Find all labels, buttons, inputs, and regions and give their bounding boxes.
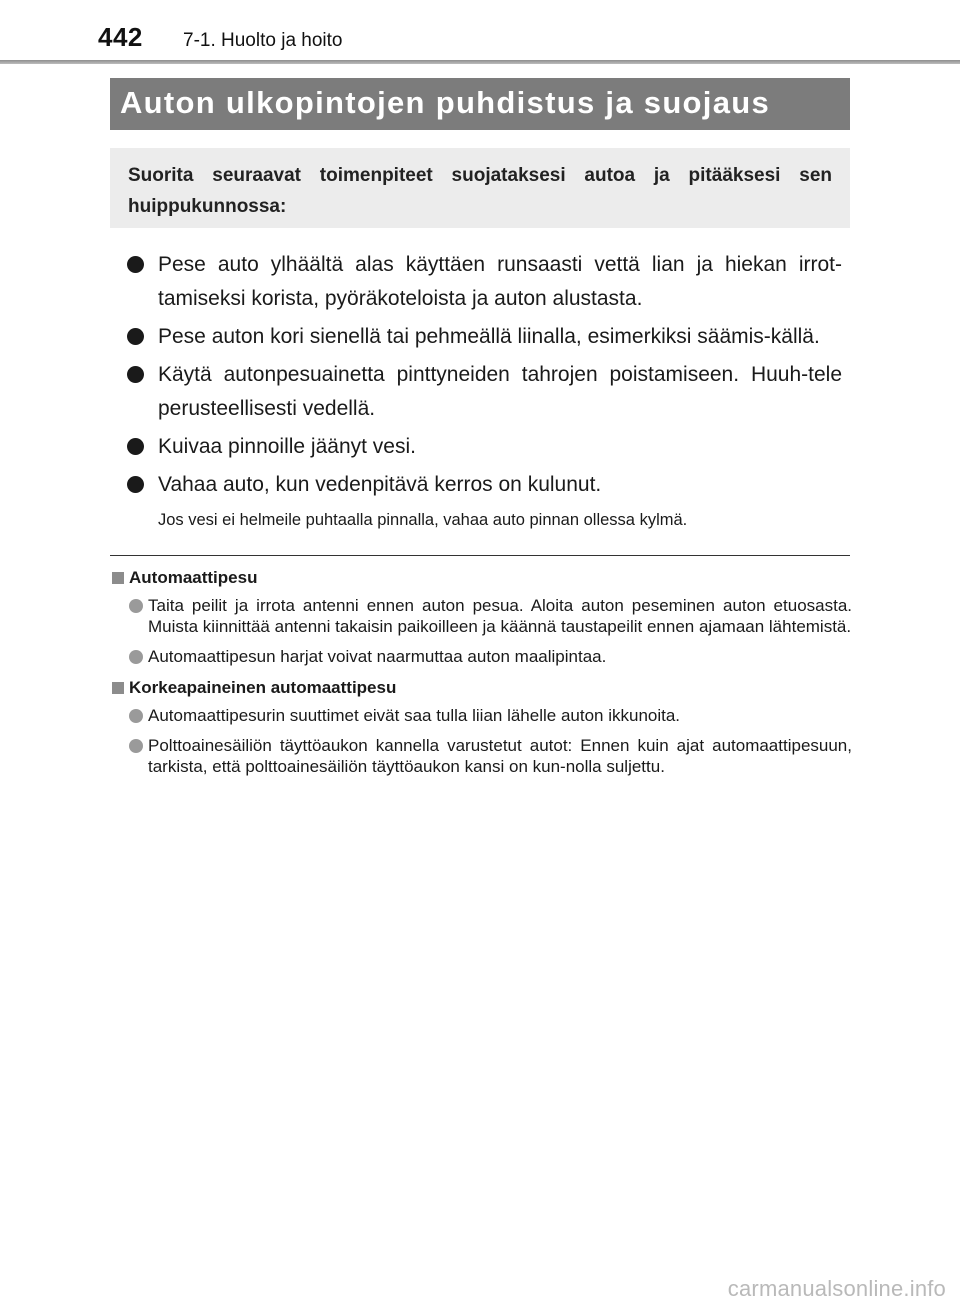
instruction-text: Pese auton kori sienellä tai pehmeällä liinalla, esimerkiksi säämis-källä. (158, 325, 820, 348)
instruction-text: Kuivaa pinnoille jäänyt vesi. (158, 435, 416, 458)
instruction-item (126, 248, 842, 316)
instruction-item (126, 430, 842, 464)
note-item (129, 705, 852, 726)
note-item-text: Automaattipesun harjat voivat naarmuttaa auton maalipintaa. (148, 647, 607, 666)
bullet-dot-icon (129, 650, 143, 664)
bullet-dot-icon (129, 599, 143, 613)
instruction-text: Pese auto ylhäältä alas käyttäen runsaasti vettä lian ja hiekan irrot-tamiseksi korista, pyöräkoteloista ja auton alustasta. (158, 253, 842, 310)
note-heading (110, 566, 852, 590)
bullet-dot-icon (127, 476, 144, 493)
note-item (129, 595, 852, 637)
note-item (129, 735, 852, 777)
bullet-dot-icon (127, 438, 144, 455)
instruction-list (126, 248, 842, 532)
page-title-bar (110, 78, 850, 130)
bullet-dot-icon (127, 256, 144, 273)
instruction-text: Vahaa auto, kun vedenpitävä kerros on kulunut. (158, 473, 602, 496)
note-item-text: Taita peilit ja irrota antenni ennen auton pesua. Aloita auton peseminen auton etuosasta. Muista kiinnittää antenni takaisin paikoilleen ja käännä taustapeilit ennen ajamaan lähtemistä. (148, 596, 852, 636)
bullet-dot-icon (129, 739, 143, 753)
instruction-item (126, 320, 842, 354)
note-item (129, 646, 852, 667)
bullet-dot-icon (127, 366, 144, 383)
watermark: carmanualsonline.info (727, 1276, 946, 1301)
page-number: 442 (98, 22, 143, 52)
note-item-text: Automaattipesurin suuttimet eivät saa tulla liian lähelle auton ikkunoita. (148, 706, 681, 725)
instruction-text: Käytä autonpesuainetta pinttyneiden tahrojen poistamiseen. Huuh-tele perusteellisesti vedellä. (158, 363, 842, 420)
instruction-item (126, 358, 842, 426)
notes-section (110, 566, 852, 786)
bullet-dot-icon (129, 709, 143, 723)
note-heading-text: Automaattipesu (129, 568, 258, 587)
header-divider (0, 60, 960, 64)
wax-note: Jos vesi ei helmeile puhtaalla pinnalla, vahaa auto pinnan ollessa kylmä. (158, 511, 688, 529)
instruction-item (126, 468, 842, 502)
square-bullet-icon (112, 572, 124, 584)
section-label: 7-1. Huolto ja hoito (183, 30, 343, 51)
intro-text: Suorita seuraavat toimenpiteet suojataksesi autoa ja pitääksesi sen huippukunnossa: (128, 165, 832, 217)
page-header (0, 0, 960, 62)
note-item-text: Polttoainesäiliön täyttöaukon kannella varustetut autot: Ennen kuin ajat automaattipesuun, tarkista, että polttoainesäiliön täyttöaukon kansi on kun-nolla suljettu. (148, 736, 852, 776)
note-heading (110, 676, 852, 700)
square-bullet-icon (112, 682, 124, 694)
bullet-dot-icon (127, 328, 144, 345)
page-title: Auton ulkopintojen puhdistus ja suojaus (120, 85, 771, 120)
note-heading-text: Korkeapaineinen automaattipesu (129, 678, 397, 697)
intro-box (110, 148, 850, 228)
section-divider (110, 555, 850, 556)
